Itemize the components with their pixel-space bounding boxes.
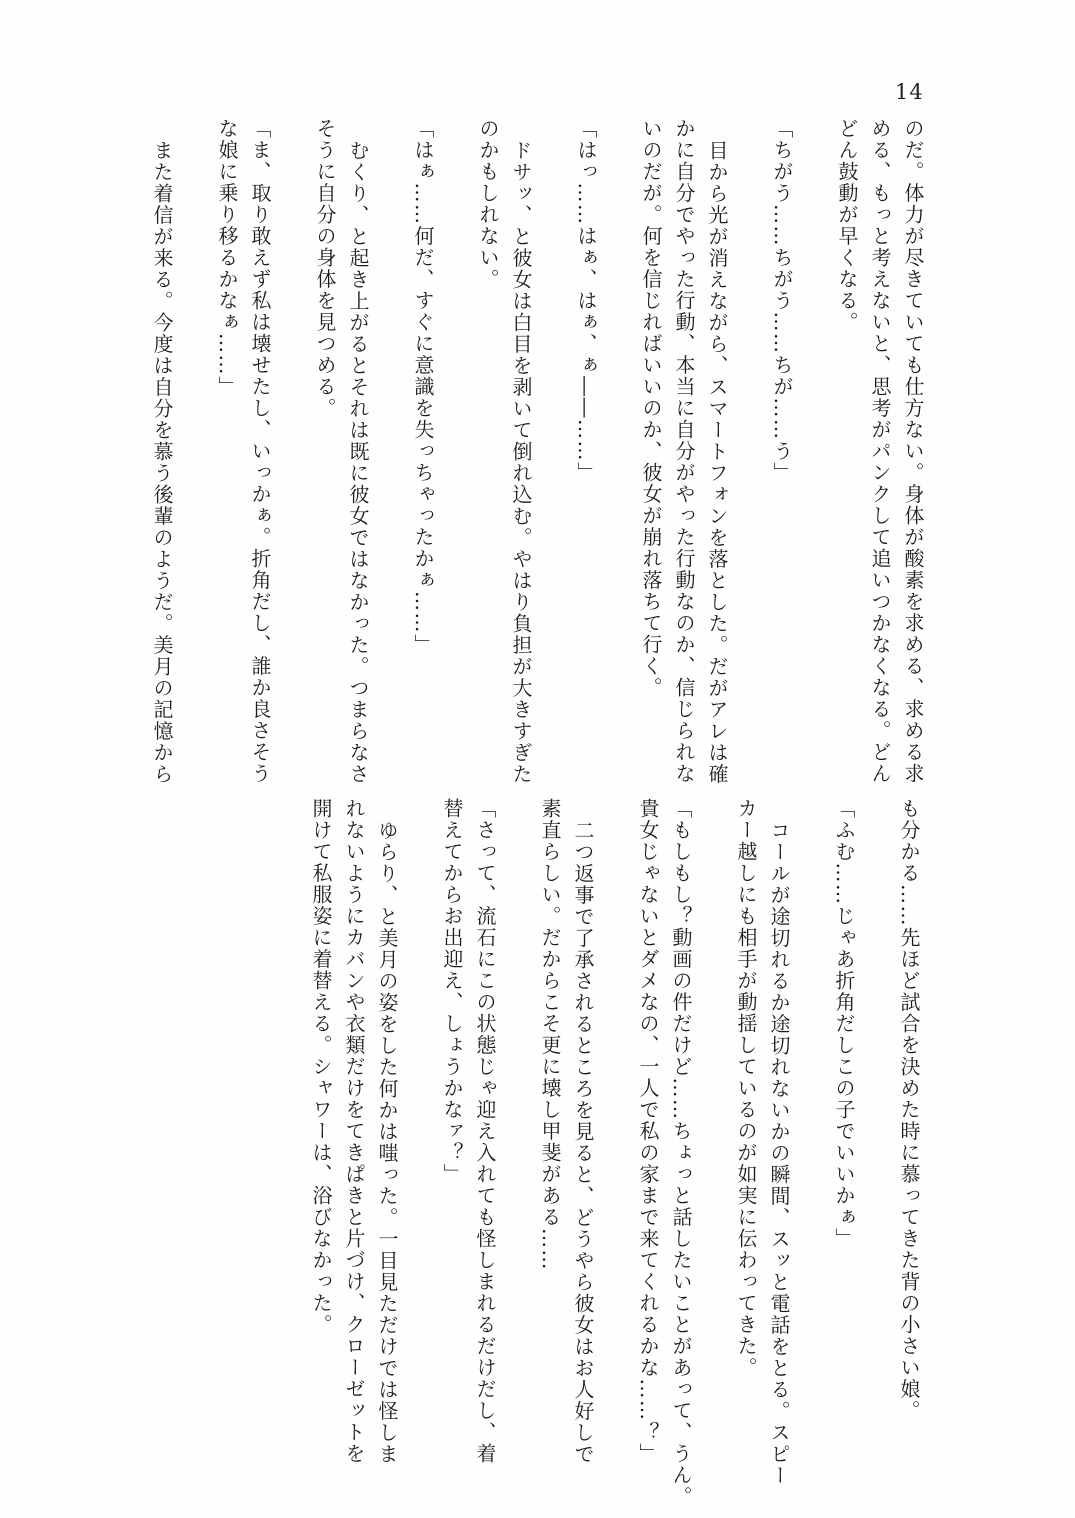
paragraph bbox=[435, 798, 501, 1470]
paragraph bbox=[304, 798, 403, 1470]
text-line: も分かる……先ほど試合を決めた時に慕ってきた背の小さい娘。 bbox=[897, 798, 921, 1422]
text-line: 「さって、流石にこの状態じゃ迎え入れても怪しまれるだけだし、着 bbox=[473, 798, 497, 1465]
paragraph bbox=[892, 798, 925, 1470]
text-line: ゆらり、と美月の姿をした何かは嗤った。一目見ただけでは怪しま bbox=[375, 820, 399, 1465]
paragraph bbox=[308, 118, 374, 790]
lower-text-block bbox=[304, 798, 925, 1508]
text-line: 二つ返事で了承されるところを見ると、どうやら彼女はお人好しで bbox=[571, 820, 595, 1465]
text-line: 「はぁ……何だ、すぐに意識を失っちゃったかぁ……」 bbox=[411, 118, 435, 656]
paragraph bbox=[827, 798, 860, 1470]
paragraph bbox=[634, 118, 733, 790]
text-line: 素直らしい。だからこそ更に壊し甲斐がある…… bbox=[538, 798, 562, 1271]
text-line: 開けて私服姿に着替える。シャワーは、浴びなかった。 bbox=[309, 798, 333, 1336]
text-line: 「もしもし？動画の件だけど……ちょっと話したいことがあって、うん。 bbox=[669, 798, 693, 1508]
text-line: 「ま、取り敢えず私は壊せたし、いっかぁ。折角だし、誰か良さそう bbox=[248, 118, 272, 785]
text-line: また着信が来る。今度は自分を慕う後輩のようだ。美月の記憶から bbox=[150, 140, 174, 785]
paragraph bbox=[533, 798, 599, 1470]
text-line: める、もっと考えないと、思考がパンクして追いつかなくなる。どん bbox=[868, 118, 892, 785]
text-line: のかもしれない。 bbox=[476, 118, 500, 290]
paragraph bbox=[145, 118, 178, 790]
text-line: 「ちがう……ちがう……ちが……う」 bbox=[770, 118, 794, 484]
text-line: どん鼓動が早くなる。 bbox=[835, 118, 859, 333]
text-line: 「はっ……はぁ、はぁ、ぁ――……」 bbox=[574, 118, 598, 484]
paragraph bbox=[631, 798, 697, 1508]
text-line: いのだが。何を信じればいいのか、彼女が崩れ落ちて行く。 bbox=[639, 118, 663, 699]
text-line: かに自分でやった行動、本当に自分がやった行動なのか、信じられな bbox=[672, 118, 696, 785]
page-number: 14 bbox=[895, 80, 924, 104]
paragraph bbox=[471, 118, 537, 790]
paragraph bbox=[830, 118, 929, 790]
text-line: 「ふむ……じゃあ折角だしこの子でいいかぁ」 bbox=[832, 798, 856, 1250]
paragraph bbox=[210, 118, 276, 790]
text-line: 替えてからお出迎え、しょうかなァ？」 bbox=[440, 798, 464, 1185]
paragraph bbox=[569, 118, 602, 790]
text-line: カー越しにも相手が動揺しているのが如実に伝わってきた。 bbox=[734, 798, 758, 1379]
text-line: 貴女じゃないとダメなの、一人で私の家まで来てくれるかな……？」 bbox=[636, 798, 660, 1465]
paragraph bbox=[729, 798, 795, 1487]
paragraph bbox=[765, 118, 798, 790]
text-line: のだ。体力が尽きていても仕方ない。身体が酸素を求める、求める求 bbox=[901, 118, 925, 785]
text-line: れないようにカバンや衣類だけをてきぱきと片づけ、クローゼットを bbox=[342, 798, 366, 1465]
text-line: ドサッ、と彼女は白目を剥いて倒れ込む。やはり負担が大きすぎた bbox=[509, 140, 533, 785]
text-line: むくり、と起き上がるとそれは既に彼女ではなかった。つまらなさ bbox=[346, 140, 370, 785]
text-line: そうに自分の身体を見つめる。 bbox=[313, 118, 337, 419]
text-line: な娘に乗り移るかなぁ……」 bbox=[215, 118, 239, 398]
text-line: コールが途切れるか途切れないかの瞬間、スッと電話をとる。スピー bbox=[767, 820, 791, 1487]
text-line: 目から光が消えながら、スマートフォンを落とした。だがアレは確 bbox=[705, 140, 729, 785]
upper-text-block bbox=[145, 118, 929, 790]
paragraph bbox=[406, 118, 439, 790]
